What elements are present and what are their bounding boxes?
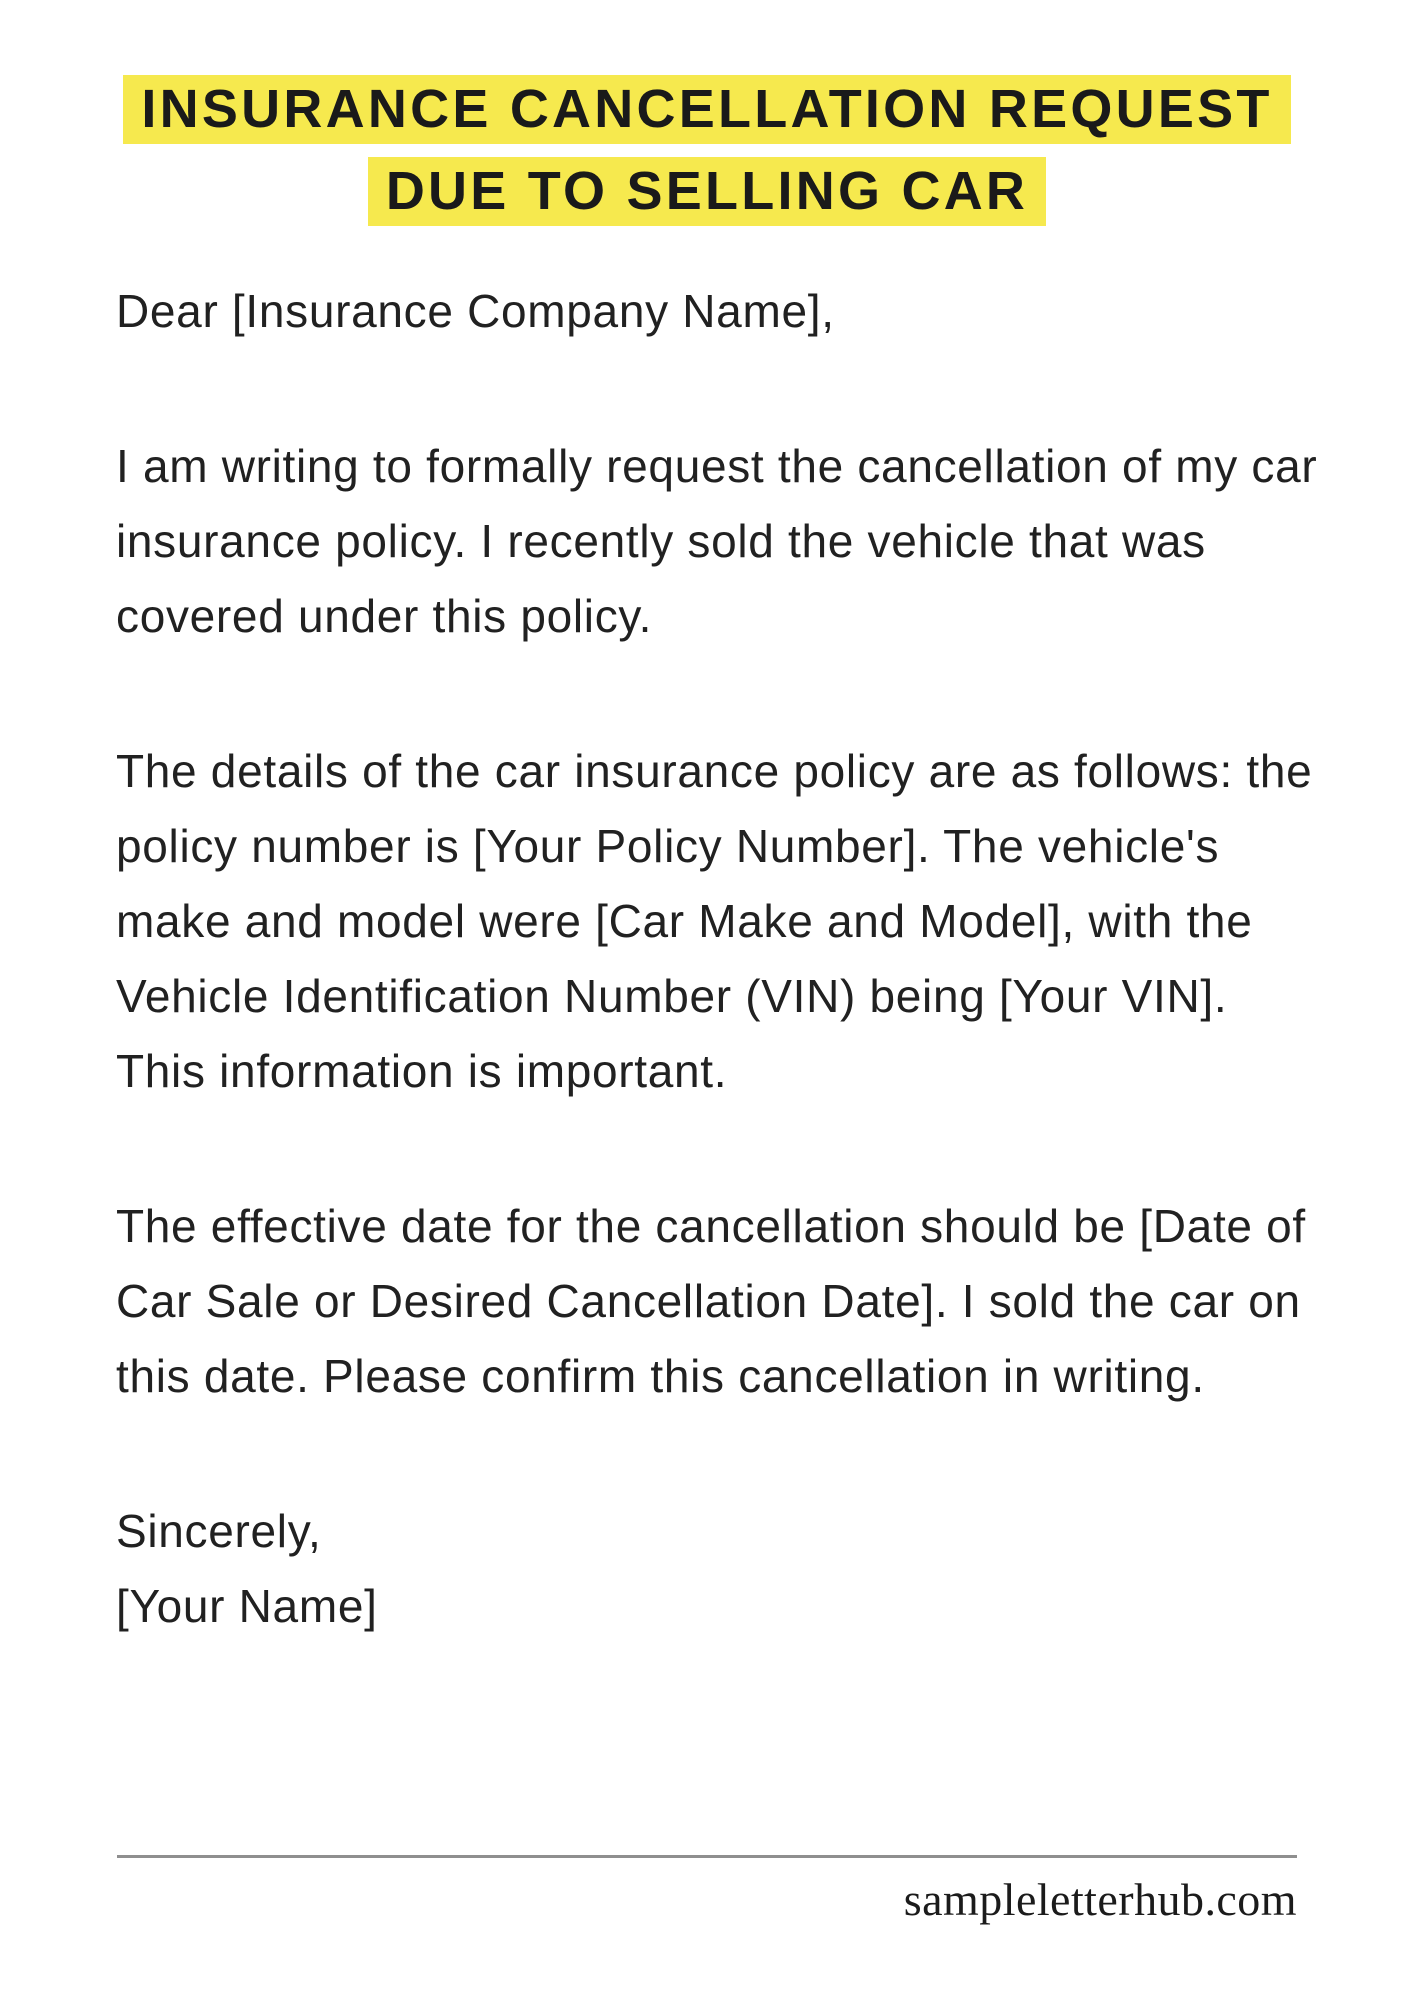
closing-line: Sincerely, (116, 1505, 322, 1557)
paragraph-line: make and model were [Car Make and Model], with the (116, 895, 1253, 947)
paragraph-line: insurance policy. I recently sold the vehicle that was (116, 515, 1206, 567)
letter-body (116, 274, 1361, 1724)
paragraph-line: policy number is [Your Policy Number]. The vehicle's (116, 820, 1220, 872)
paragraph-line: I am writing to formally request the cancellation of my car (116, 440, 1318, 492)
paragraph-line: Vehicle Identification Number (VIN) being [Your VIN]. (116, 970, 1228, 1022)
paragraph-request (116, 429, 1361, 654)
footer-divider (117, 1855, 1297, 1858)
paragraph-line: Car Sale or Desired Cancellation Date]. I sold the car on (116, 1275, 1301, 1327)
salutation (116, 274, 1361, 349)
title-row-2 (0, 157, 1414, 239)
salutation-line: Dear [Insurance Company Name], (116, 285, 835, 337)
title-line-2: DUE TO SELLING CAR (368, 157, 1046, 226)
title-row-1 (0, 75, 1414, 157)
letter-title (0, 75, 1414, 239)
footer-site-name: sampleletterhub.com (903, 1874, 1297, 1925)
paragraph-line: The details of the car insurance policy are as follows: the (116, 745, 1313, 797)
title-line-1: INSURANCE CANCELLATION REQUEST (123, 75, 1290, 144)
paragraph-line: this date. Please confirm this cancellation in writing. (116, 1350, 1205, 1402)
paragraph-effective-date (116, 1189, 1361, 1414)
signature-name: [Your Name] (116, 1580, 378, 1632)
paragraph-line: The effective date for the cancellation should be [Date of (116, 1200, 1306, 1252)
paragraph-line: covered under this policy. (116, 590, 653, 642)
signature-block (116, 1494, 1361, 1644)
paragraph-policy-details (116, 734, 1361, 1109)
paragraph-line: This information is important. (116, 1045, 728, 1097)
